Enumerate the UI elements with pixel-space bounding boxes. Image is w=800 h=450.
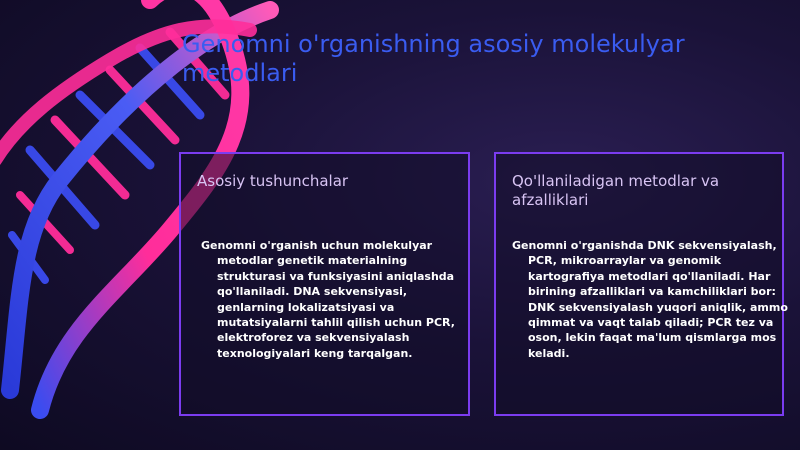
- card-basic-concepts: [179, 152, 470, 416]
- slide-title: Genomni o'rganishning asosiy molekulyar metodlari: [182, 30, 685, 87]
- card-body: Genomni o'rganish uchun molekulyar metodlar genetik materialning strukturasi va funksiyasini aniqlashda qo'llaniladi. DNA sekvensiyasi, genlarning lokalizatsiyasi va mutatsiyalarni tahlil qilish uchun PCR, elektroforez va sekvensiyalash texnologiyalari keng tarqalgan.: [201, 239, 455, 360]
- card-body: Genomni o'rganishda DNK sekvensiyalash, PCR, mikroarraylar va genomik kartografiya metodlari qo'llaniladi. Har birining afzalliklari va kamchiliklari bor: DNK sekvensiyalash yuqori aniqlik, ammo qimmat va vaqt talab qiladi; PCR tez va oson, lekin faqat ma'lum qismlarga mos keladi.: [512, 239, 788, 360]
- card-title: Asosiy tushunchalar: [197, 172, 349, 190]
- card-title: Qo'llaniladigan metodlar va afzalliklari: [512, 172, 720, 209]
- card-methods-advantages: [494, 152, 788, 416]
